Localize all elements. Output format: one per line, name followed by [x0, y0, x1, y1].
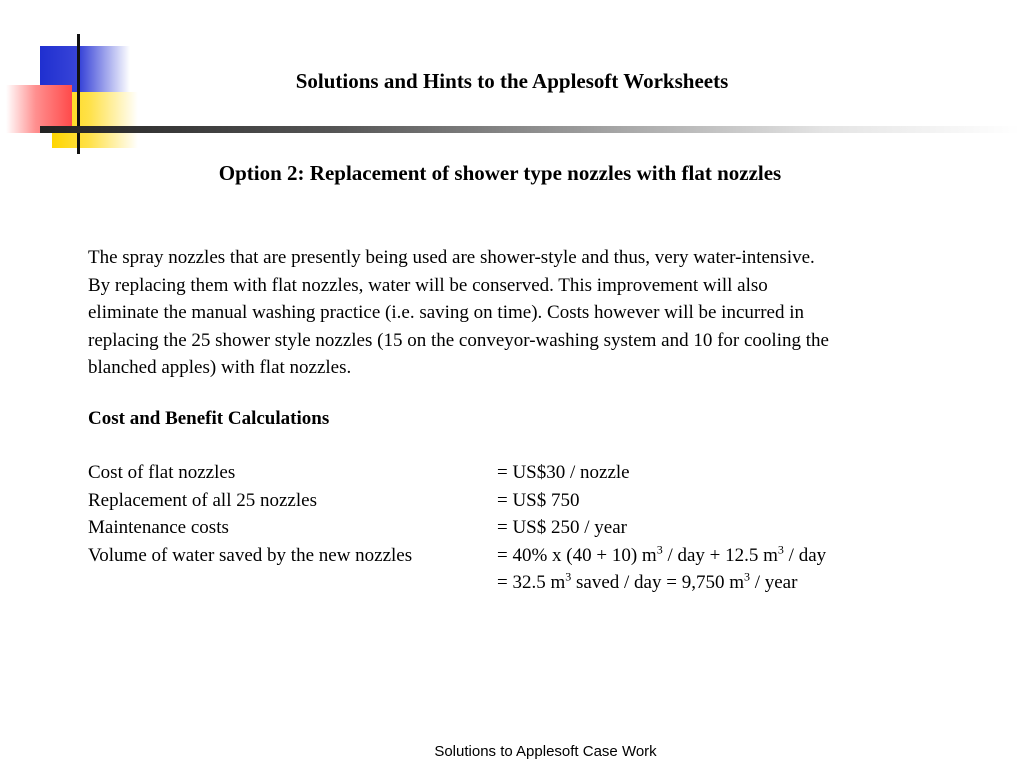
logo-vertical-line: [77, 34, 80, 154]
paragraph-line: eliminate the manual washing practice (i.e. saving on time). Costs however will be incurred in: [88, 302, 804, 323]
calc-value-part: = 32.5 m: [497, 572, 566, 593]
paragraph-line: replacing the 25 shower style nozzles (15 on the conveyor-washing system and 10 for cooling the: [88, 329, 829, 351]
calc-value: = US$ 750: [497, 489, 580, 511]
calc-value-part: / year: [749, 572, 798, 593]
body-paragraph: [88, 244, 958, 382]
page-title: Solutions and Hints to the Applesoft Worksheets: [295, 69, 729, 93]
superscript: 3: [656, 542, 663, 557]
superscript: 3: [743, 569, 750, 584]
section-heading: Cost and Benefit Calculations: [88, 408, 330, 429]
calc-value: [497, 569, 798, 594]
superscript: 3: [777, 542, 784, 557]
paragraph-line: blanched apples) with flat nozzles.: [88, 357, 352, 378]
calc-value-part: saved / day = 9,750 m: [571, 572, 744, 593]
calc-label: Cost of flat nozzles: [88, 462, 236, 483]
calc-value-part: / day: [783, 544, 827, 566]
header-rule: [40, 126, 1020, 133]
calc-label: Volume of water saved by the new nozzles: [88, 544, 413, 566]
calc-value-part: = 40% x (40 + 10) m: [497, 544, 657, 566]
slide-subtitle: Option 2: Replacement of shower type nozzles with flat nozzles: [218, 161, 782, 185]
paragraph-line: By replacing them with flat nozzles, water will be conserved. This improvement will also: [88, 274, 768, 296]
calc-label: Replacement of all 25 nozzles: [88, 489, 317, 511]
calc-label: Maintenance costs: [88, 517, 229, 538]
paragraph-line: The spray nozzles that are presently being used are shower-style and thus, very water-intensive.: [88, 247, 815, 268]
superscript: 3: [565, 569, 572, 584]
calc-value: [497, 542, 827, 567]
calc-value-part: / day + 12.5 m: [662, 544, 778, 566]
calc-value: = US$ 250 / year: [497, 517, 627, 538]
calc-value: = US$30 / nozzle: [497, 462, 630, 483]
slide-footer: Solutions to Applesoft Case Work: [434, 743, 657, 760]
